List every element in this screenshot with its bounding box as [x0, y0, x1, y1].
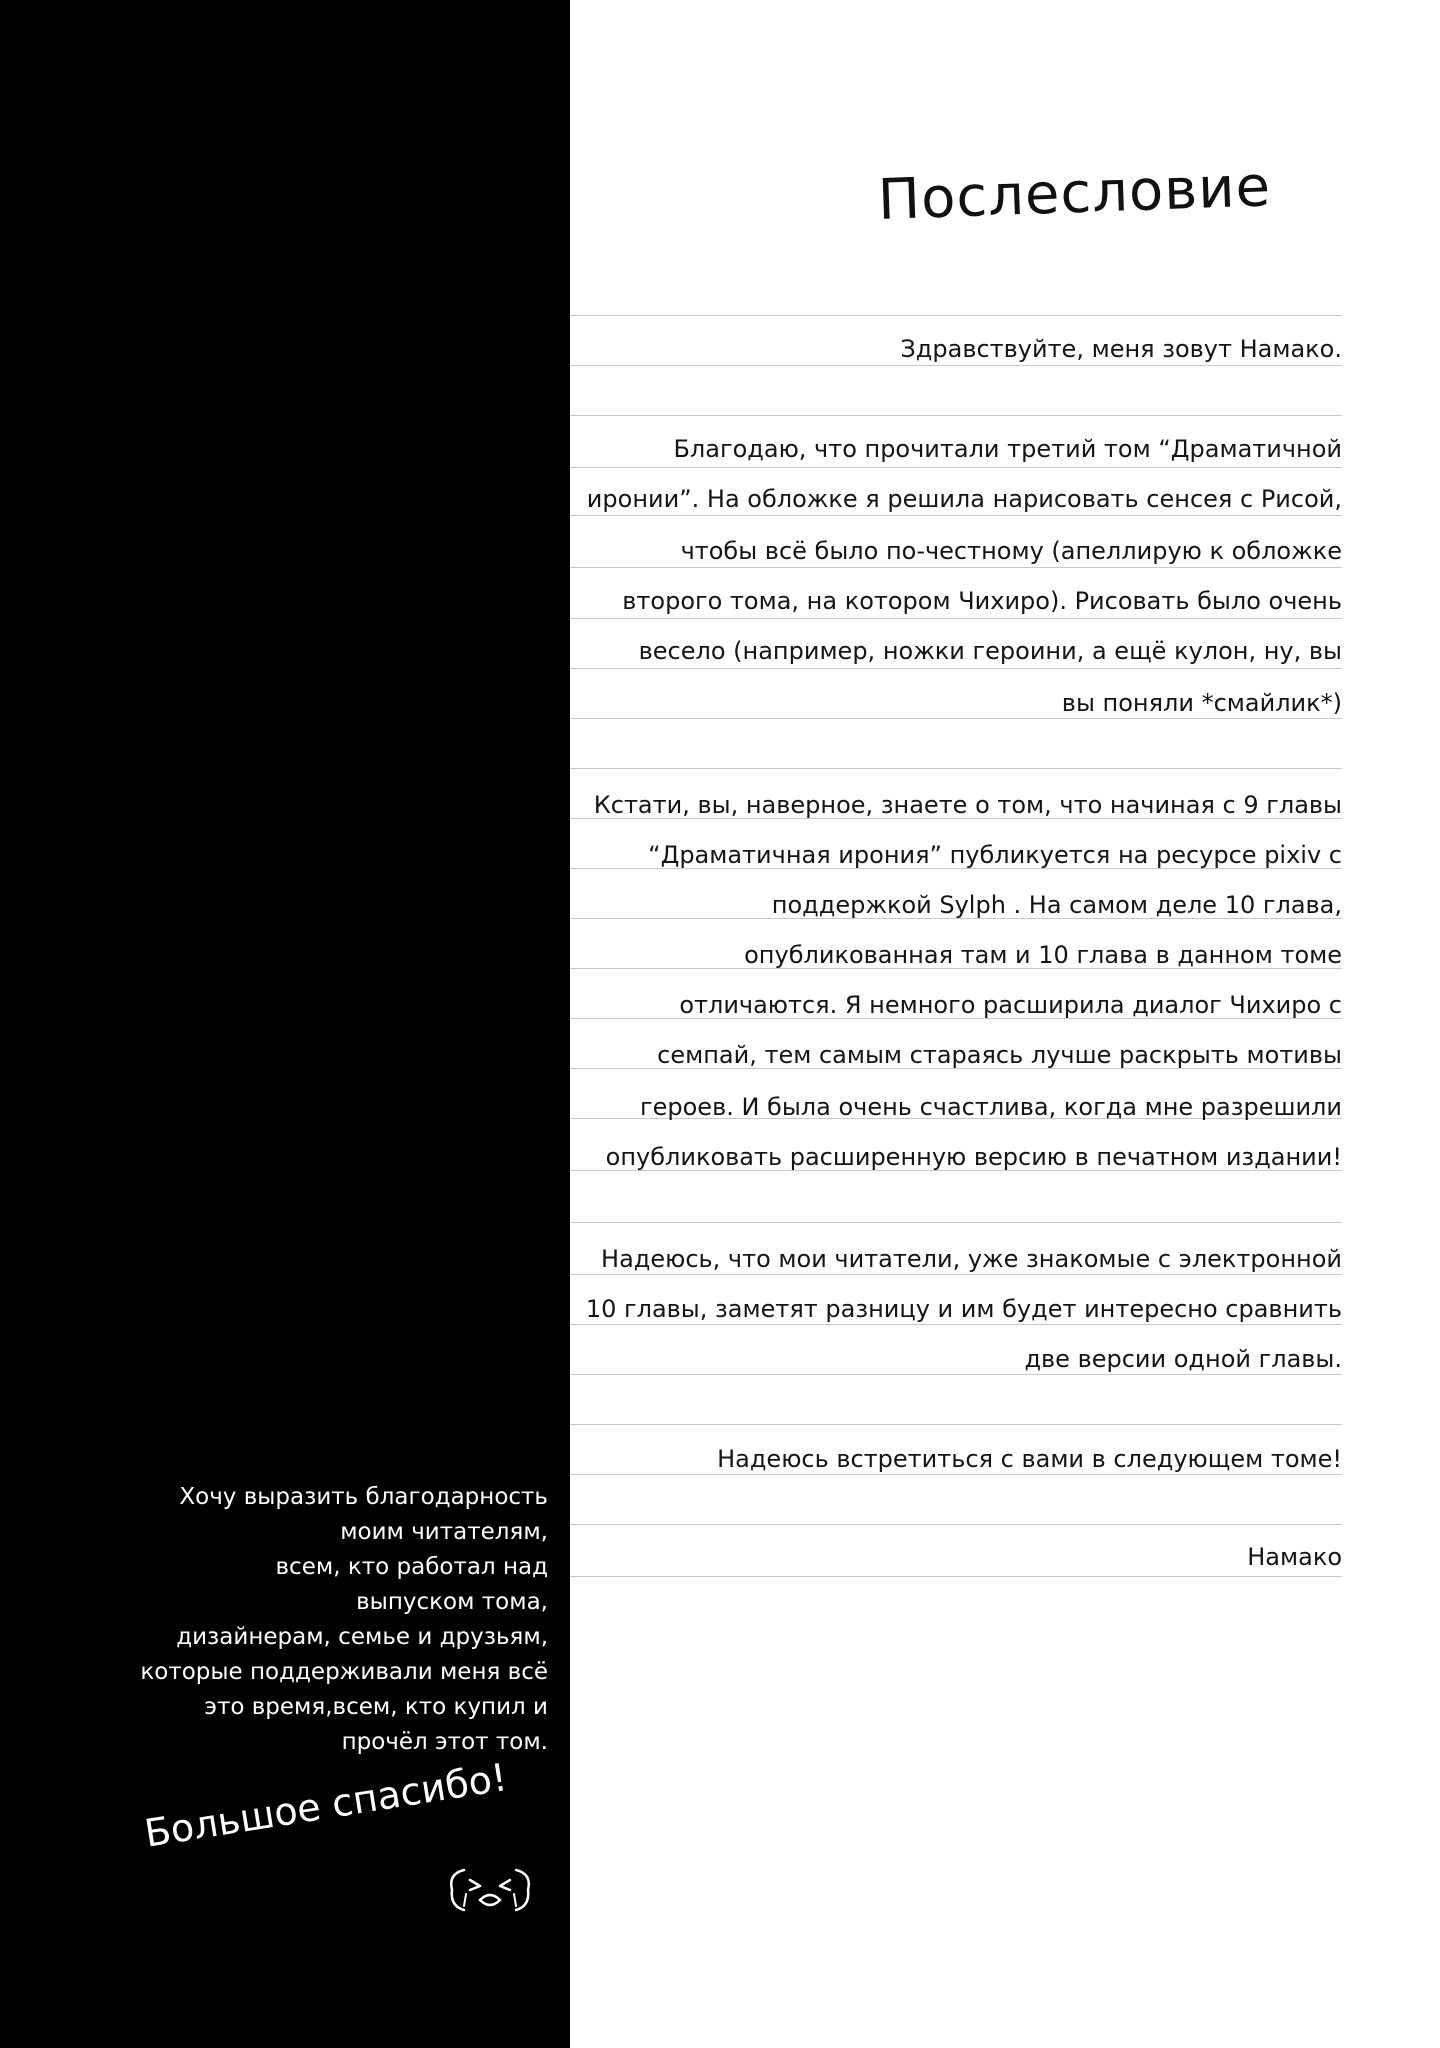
afterword-line: Здравствуйте, меня зовут Намако. [900, 335, 1342, 363]
afterword-line: Надеюсь, что мои читатели, уже знакомые с электронной [601, 1245, 1342, 1273]
afterword-line: второго тома, на котором Чихиро). Рисовать было очень [622, 587, 1342, 615]
ruled-line [570, 315, 1342, 316]
thanks-line: которые поддерживали меня всё [140, 1659, 548, 1685]
ruled-line [570, 1222, 1342, 1223]
ruled-line [570, 467, 1342, 468]
afterword-line: отличаются. Я немного расширила диалог Чихиро с [679, 991, 1342, 1019]
afterword-line: “Драматичная ирония” публикуется на ресурсе pixiv с [648, 841, 1342, 869]
thanks-line: моим читателям, [340, 1519, 548, 1545]
thanks-line: прочёл этот том. [341, 1729, 548, 1755]
crying-face-doodle-icon [440, 1860, 540, 1920]
ruled-line [570, 1424, 1342, 1425]
thanks-message [100, 1480, 548, 1760]
ruled-line [570, 1274, 1342, 1275]
afterword-line: поддержкой Sylph . На самом деле 10 глава, [771, 891, 1342, 919]
ruled-line [570, 567, 1342, 568]
afterword-line: чтобы всё было по-честному (апеллирую к обложке [680, 537, 1342, 565]
afterword-line: 10 главы, заметят разницу и им будет интересно сравнить [585, 1295, 1342, 1323]
thanks-line: всем, кто работал над [275, 1554, 548, 1580]
afterword-line: Кстати, вы, наверное, знаете о том, что начиная с 9 главы [593, 791, 1342, 819]
ruled-line [570, 668, 1342, 669]
thanks-line: выпуском тома, [356, 1589, 548, 1615]
ruled-line [570, 1324, 1342, 1325]
page-title: Послесловие [876, 154, 1273, 233]
thanks-line: Хочу выразить благодарность [179, 1484, 548, 1510]
afterword-line: две версии одной главы. [1024, 1345, 1342, 1373]
ruled-line [570, 1576, 1342, 1577]
ruled-line [570, 415, 1342, 416]
afterword-line: Надеюсь встретиться с вами в следующем томе! [717, 1445, 1342, 1473]
afterword-line: героев. И была очень счастлива, когда мне разрешили [640, 1093, 1342, 1121]
ruled-line [570, 1474, 1342, 1475]
afterword-line: семпай, тем самым стараясь лучше раскрыть мотивы [657, 1041, 1342, 1069]
afterword-line: вы поняли *смайлик*) [1061, 689, 1342, 717]
ruled-line [570, 1374, 1342, 1375]
signature: Намако [1247, 1543, 1342, 1571]
afterword-line: опубликованная там и 10 глава в данном томе [744, 941, 1342, 969]
ruled-line [570, 515, 1342, 516]
afterword-line: весело (например, ножки героини, а ещё кулон, ну, вы [638, 637, 1342, 665]
thanks-line: дизайнерам, семье и друзьям, [176, 1624, 548, 1650]
ruled-line [570, 718, 1342, 719]
afterword-line: иронии”. На обложке я решила нарисовать сенсея с Рисой, [586, 485, 1342, 513]
afterword-line: опубликовать расширенную версию в печатном издании! [605, 1143, 1342, 1171]
ruled-line [570, 768, 1342, 769]
thanks-line: это время,всем, кто купил и [204, 1694, 548, 1720]
afterword-line: Благодаю, что прочитали третий том “Драматичной [673, 435, 1342, 463]
big-thanks-text: Большое спасибо! [141, 1755, 510, 1856]
ruled-line [570, 365, 1342, 366]
ruled-line [570, 1524, 1342, 1525]
ruled-line [570, 618, 1342, 619]
